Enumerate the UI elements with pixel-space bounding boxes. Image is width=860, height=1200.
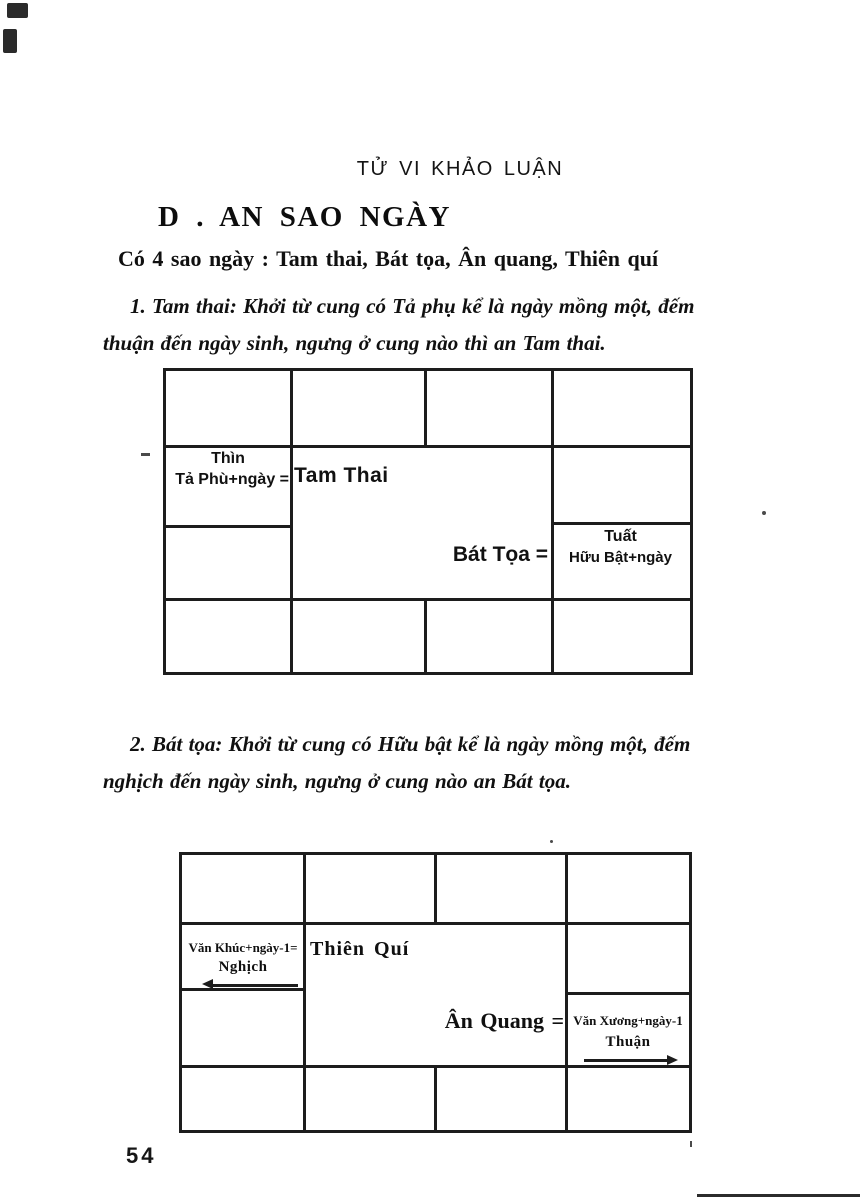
formula-text: Tả Phù+ngày =	[175, 471, 289, 488]
paragraph-tam-thai	[103, 288, 803, 362]
grid-line	[551, 522, 690, 525]
section-title: D . AN SAO NGÀY	[158, 201, 451, 233]
left-arrow-icon	[202, 979, 298, 991]
intro-line: Có 4 sao ngày : Tam thai, Bát tọa, Ân quang, Thiên quí	[118, 246, 659, 271]
scan-artifact	[697, 1194, 860, 1197]
grid-line	[565, 992, 689, 995]
an-quang-label: Ân Quang =	[444, 1008, 564, 1033]
paragraph-lead: 1. Tam thai:	[130, 294, 237, 318]
tam-thai-diagram	[163, 368, 693, 675]
branch-name: Tuất	[604, 528, 637, 545]
thin-cell	[166, 448, 290, 490]
grid-line	[551, 371, 554, 672]
grid-line	[424, 371, 427, 445]
grid-line	[434, 855, 437, 922]
an-quang-diagram	[179, 852, 692, 1133]
van-khuc-cell	[183, 939, 303, 976]
van-xuong-cell	[567, 1012, 689, 1051]
paragraph-text: nghịch đến ngày sinh, ngưng ở cung nào an Bát tọa.	[103, 769, 571, 793]
grid-line	[424, 598, 427, 672]
direction-label: Nghịch	[218, 959, 268, 975]
scan-speck	[762, 511, 766, 515]
scan-speck	[141, 453, 150, 456]
scan-speck	[690, 1141, 692, 1147]
running-header: TỬ VI KHẢO LUẬN	[356, 158, 564, 180]
formula-text: Văn Xương+ngày-1	[573, 1013, 683, 1028]
right-arrow-icon	[584, 1054, 678, 1066]
arrow-line	[211, 984, 298, 987]
thien-qui-label: Thiên Quí	[310, 938, 410, 960]
paragraph-lead: 2. Bát tọa:	[130, 732, 223, 756]
scan-artifact	[3, 29, 17, 53]
grid-line	[166, 598, 690, 601]
grid-line	[303, 855, 306, 1130]
scan-speck	[550, 840, 553, 843]
page-number: 54	[126, 1143, 157, 1168]
scan-artifact	[7, 3, 28, 18]
grid-line	[182, 922, 689, 925]
formula-text: Hữu Bật+ngày	[569, 549, 672, 566]
arrow-line	[584, 1059, 667, 1062]
grid-line	[565, 855, 568, 1130]
paragraph-text: Khởi từ cung có Hữu bật kể là ngày mồng một, đếm	[228, 732, 691, 756]
arrow-head	[667, 1055, 678, 1065]
paragraph-text: Khởi từ cung có Tả phụ kể là ngày mồng một, đếm	[243, 294, 695, 318]
tam-thai-label: Tam Thai	[294, 464, 389, 487]
formula-text: Văn Khúc+ngày-1=	[188, 940, 298, 955]
direction-label: Thuận	[605, 1034, 651, 1050]
branch-name: Thìn	[211, 450, 245, 467]
paragraph-bat-toa	[103, 726, 803, 800]
paragraph-text: thuận đến ngày sinh, ngưng ở cung nào thì an Tam thai.	[103, 331, 606, 355]
grid-line	[290, 371, 293, 672]
grid-line	[434, 1065, 437, 1130]
grid-line	[166, 525, 290, 528]
tuat-cell	[553, 526, 688, 568]
bat-toa-label: Bát Tọa =	[452, 543, 548, 566]
